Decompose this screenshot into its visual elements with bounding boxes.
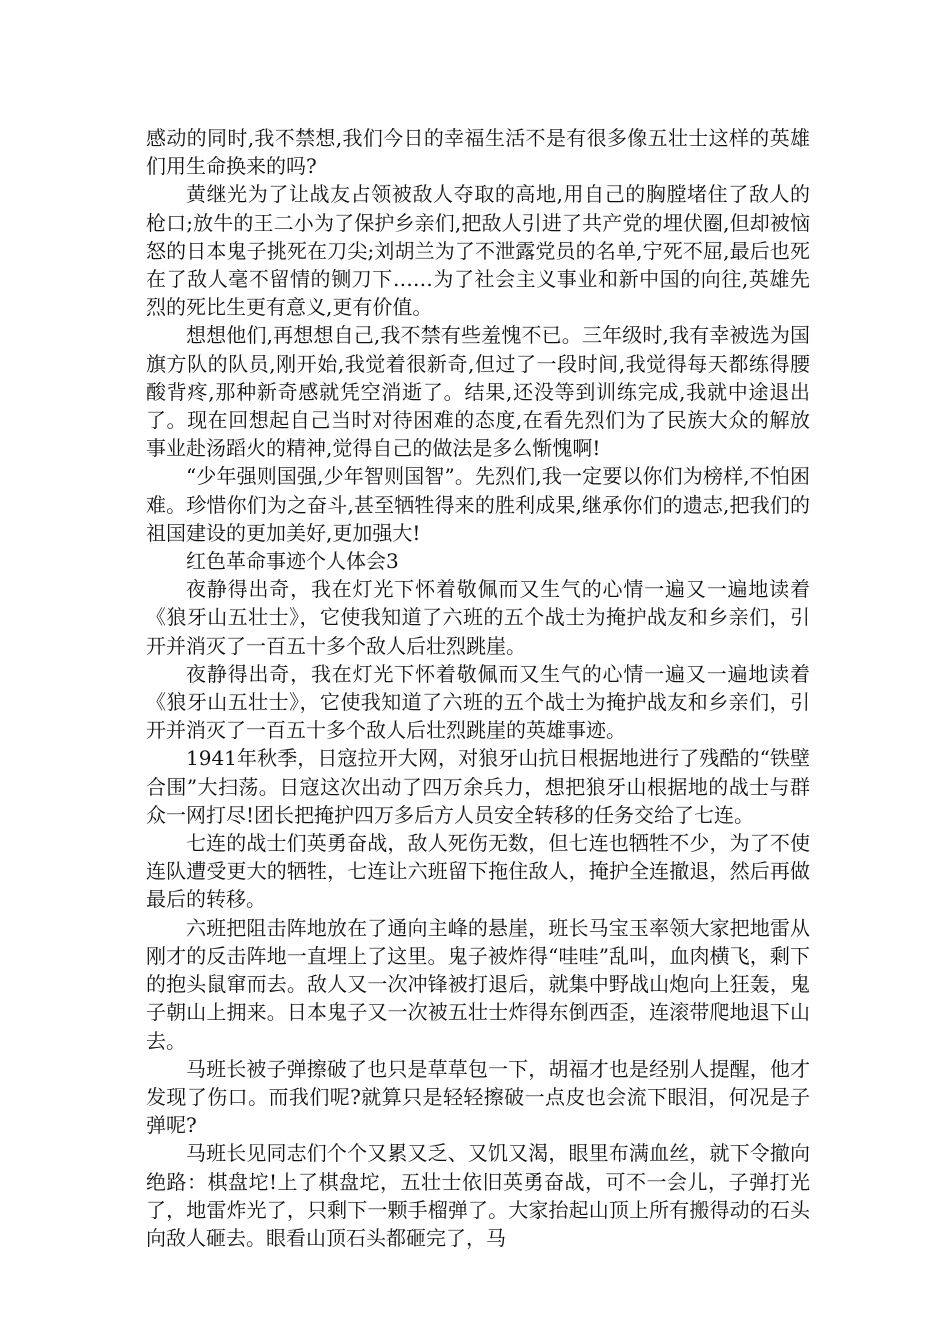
paragraph-2: 黄继光为了让战友占领被敌人夺取的高地,用自己的胸膛堵住了敌人的枪口;放牛的王二小为了保护乡亲们,把敌人引进了共产党的埋伏圈,但却被恼怒的日本鬼子挑死在刀尖;刘胡兰为了不泄露党员的名单,宁死不屈,最后也死在了敌人毫不留情的铡刀下……为了社会主义事业和新中国的向往,英雄先烈的死比生更有意义,更有价值。 [146, 182, 810, 320]
section-heading: 红色革命事迹个人体会3 [186, 549, 399, 574]
paragraph-7: 夜静得出奇，我在灯光下怀着敬佩而又生气的心情一遍又一遍地读着《狼牙山五壮士》，它使我知道了六班的五个战士为掩护战友和乡亲们，引开并消灭了一百五十多个敌人后壮烈跳崖的英雄事迹。 [146, 661, 810, 743]
paragraph-6: 夜静得出奇，我在灯光下怀着敬佩而又生气的心情一遍又一遍地读着《狼牙山五壮士》，它使我知道了六班的五个战士为掩护战友和乡亲们，引开并消灭了一百五十多个敌人后壮烈跳崖。 [146, 577, 810, 658]
paragraph-1: 感动的同时,我不禁想,我们今日的幸福生活不是有很多像五壮士这样的英雄们用生命换来的吗? [146, 126, 810, 179]
paragraph-10: 六班把阻击阵地放在了通向主峰的悬崖，班长马宝玉率领大家把地雷从刚才的反击阵地一直埋上了这里。鬼子被炸得“哇哇”乱叫，血肉横飞，剩下的抱头鼠窜而去。敌人又一次冲锋被打退后，就集中野战山炮向上狂轰，鬼子朝山上拥来。日本鬼子又一次被五壮士炸得东倒西歪，连滚带爬地退下山去。 [146, 915, 810, 1053]
paragraph-4: “少年强则国强,少年智则国智”。先烈们,我一定要以你们为榜样,不怕困难。珍惜你们为之奋斗,甚至牺牲得来的胜利成果,继承你们的遗志,把我们的祖国建设的更加美好,更加强大! [146, 464, 810, 545]
paragraph-3: 想想他们,再想想自己,我不禁有些羞愧不已。三年级时,我有幸被选为国旗方队的队员,刚开始,我觉着很新奇,但过了一段时间,我觉得每天都练得腰酸背疼,那种新奇感就凭空消逝了。结果,还没等到训练完成,我就中途退出了。现在回想起自己当时对待困难的态度,在看先烈们为了民族大众的解放事业赴汤蹈火的精神,觉得自己的做法是多么惭愧啊! [146, 323, 810, 461]
paragraph-12: 马班长见同志们个个又累又乏、又饥又渴，眼里布满血丝，就下令撤向绝路：棋盘坨!上了棋盘坨，五壮士依旧英勇奋战，可不一会儿，子弹打光了，地雷炸光了，只剩下一颗手榴弹了。大家抬起山顶上所有搬得动的石头向敌人砸去。眼看山顶石头都砸完了，马 [146, 1141, 810, 1250]
paragraph-9: 七连的战士们英勇奋战，敌人死伤无数，但七连也牺牲不少，为了不使连队遭受更大的牺牲，七连让六班留下拖住敌人，掩护全连撤退，然后再做最后的转移。 [146, 831, 810, 912]
document-page [146, 124, 810, 1252]
paragraph-8: 1941年秋季，日寇拉开大网，对狼牙山抗日根据地进行了残酷的“铁壁合围”大扫荡。日寇这次出动了四万余兵力，想把狼牙山根据地的战士与群众一网打尽!团长把掩护四万多后方人员安全转移的任务交给了七连。 [146, 746, 810, 827]
paragraph-11: 马班长被子弹擦破了也只是草草包一下，胡福才也是经别人提醒，他才发现了伤口。而我们呢?就算只是轻轻擦破一点皮也会流下眼泪，何况是子弹呢? [146, 1056, 810, 1138]
